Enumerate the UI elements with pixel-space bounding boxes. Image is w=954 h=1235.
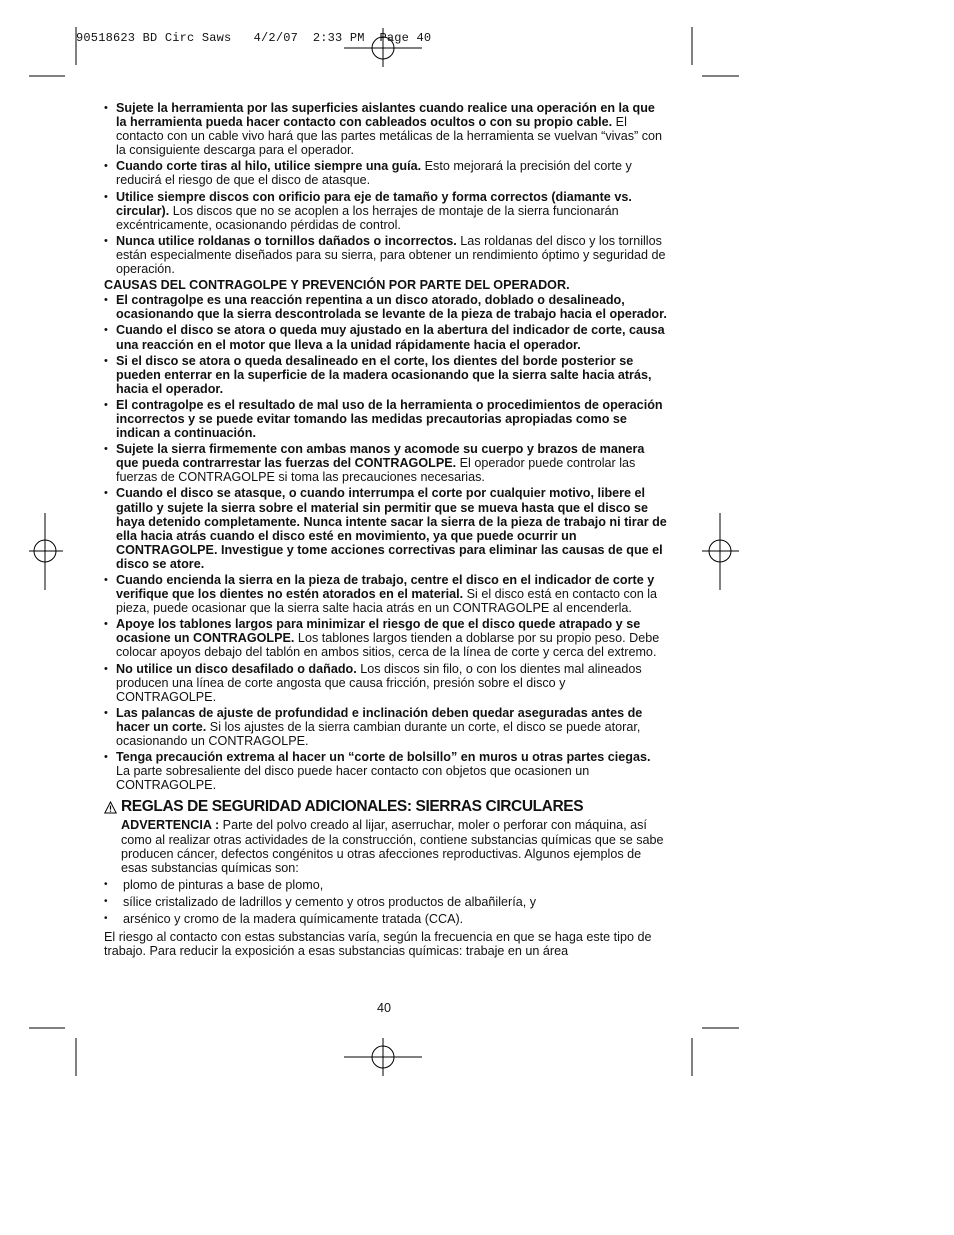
item-normal-text: Los discos sin filo, o con los dientes mal alineados producen una línea de corte angosta que causa fricción, presión sobre el disco y CONTRAGOLPE. — [116, 661, 642, 704]
item-normal-text: Las roldanas del disco y los tornillos están especialmente diseñados para su sierra, para obtener un rendimiento óptimo y seguridad de operación. — [116, 233, 666, 277]
warning-text: Parte del polvo creado al lijar, aserruchar, moler o perforar con máquina, así como al realizar otras actividades de la construcción, contiene substancias químicas que se sabe producen cáncer, defectos congénitos u otras afecciones reproductivas. Algunos ejemplos de esas substancias químicas son: — [121, 818, 664, 875]
safety-list-kickback — [104, 293, 667, 792]
item-bold-text: Las palancas de ajuste de profundidad e inclinación deben quedar aseguradas antes de hacer un corte. — [116, 705, 643, 734]
registration-mark-left — [29, 513, 63, 590]
list-item — [104, 573, 667, 615]
item-normal-text: Los tablones largos tienden a doblarse por su propio peso. Debe colocar apoyos debajo del tablón en ambos sitios, cerca de la línea de corte y cerca del extremo. — [116, 631, 660, 660]
list-item — [104, 354, 667, 396]
page-number: 40 — [376, 1001, 391, 1015]
item-bold-text: Tenga precaución extrema al hacer un “corte de bolsillo” en muros u otras partes ciegas. — [116, 750, 651, 765]
chemical-item: • plomo de pinturas a base de plomo, — [104, 878, 667, 892]
item-bold-text: Utilice siempre discos con orificio para eje de tamaño y forma correctos (diamante vs. circular). — [116, 189, 632, 218]
item-bold-text: Cuando el disco se atasque, o cuando interrumpa el corte por cualquier motivo, libere el gatillo y sujete la sierra sobre el material sin permitir que se mueva hasta que el disco se haya detenido completamente. Nunca intente sacar la sierra de la pieza de trabajo ni tirar de ella hacia atrás cuando el disco esté en movimiento, ya que puede ocurrir un CONTRAGOLPE. Investigue y tome acciones correctivas para eliminar las causas de que el disco se atore. — [116, 486, 667, 571]
item-bold-text: Si el disco se atora o queda desalineado en el corte, los dientes del borde posterior se pueden enterrar en la superficie de la madera ocasionando que la sierra salte hacia atrás, hacia el operador. — [116, 353, 652, 396]
item-normal-text: Si los ajustes de la sierra cambian durante un corte, el disco se puede atorar, ocasionando un CONTRAGOLPE. — [116, 719, 641, 749]
item-bold-text: Cuando encienda la sierra en la pieza de trabajo, centre el disco en el indicador de corte y verifique que los dientes no estén atorados en el material. — [116, 573, 655, 602]
list-item — [104, 662, 667, 704]
kickback-subheading: CAUSAS DEL CONTRAGOLPE Y PREVENCIÓN POR PARTE DEL OPERADOR. — [104, 278, 570, 293]
chemical-item: • arsénico y cromo de la madera químicamente tratada (CCA). — [104, 912, 667, 926]
list-item — [104, 617, 667, 659]
warning-paragraph — [104, 818, 667, 874]
list-item — [104, 190, 667, 232]
item-bold-text: No utilice un disco desafilado o dañado. — [116, 661, 357, 676]
item-bold-text: Cuando corte tiras al hilo, utilice siempre una guía. — [116, 159, 422, 174]
page-content — [104, 101, 667, 958]
closing-paragraph: El riesgo al contacto con estas substancias varía, según la frecuencia en que se haga este tipo de trabajo. Para reducir la exposición a esas substancias químicas: trabaje en un área — [104, 930, 652, 959]
registration-mark-bottom — [344, 1038, 422, 1076]
item-normal-text: El contacto con un cable vivo hará que las partes metálicas de la herramienta se vuelvan “vivas” con la consiguiente descarga para el operador. — [116, 115, 663, 158]
item-bold-text: El contragolpe es una reacción repentina a un disco atorado, doblado o desalineado, ocasionando que la sierra descontrolada se levante de la pieza de trabajo hacia el operador. — [116, 293, 667, 322]
item-bold-text: Cuando el disco se atora o queda muy ajustado en la abertura del indicador de corte, causa una reacción en el motor que lleva a la unidad rápidamente hacia el operador. — [116, 323, 665, 352]
registration-mark-top — [344, 28, 422, 67]
list-item — [104, 442, 667, 484]
item-normal-text: El operador puede controlar las fuerzas de CONTRAGOLPE si toma las precauciones necesarias. — [116, 456, 636, 485]
chemical-item: • sílice cristalizado de ladrillos y cemento y otros productos de albañilería, y — [104, 895, 667, 909]
item-bold-text: Nunca utilice roldanas o tornillos dañados o incorrectos. — [116, 233, 457, 248]
list-item — [104, 159, 667, 187]
item-normal-text: Si el disco está en contacto con la pieza, puede ocasionar que la sierra salte hacia atrás en un CONTRAGOLPE al encenderla. — [116, 587, 658, 616]
list-item — [104, 101, 667, 157]
safety-list-general — [104, 101, 667, 276]
item-normal-text: Esto mejorará la precisión del corte y reducirá el riesgo de que el disco de atasque. — [116, 159, 632, 188]
item-bold-text: Sujete la sierra firmemente con ambas manos y acomode su cuerpo y brazos de manera que pueda contrarrestar las fuerzas del CONTRAGOLPE. — [116, 442, 645, 471]
list-item — [104, 486, 667, 571]
item-normal-text: Los discos que no se acoplen a los herrajes de montaje de la sierra funcionarán excéntricamente, ocasionando pérdidas de control. — [116, 203, 619, 232]
item-bold-text: Apoye los tablones largos para minimizar el riesgo de que el disco quede atrapado y se ocasione un CONTRAGOLPE. — [116, 617, 641, 646]
list-item — [104, 323, 667, 351]
item-normal-text: La parte sobresaliente del disco puede hacer contacto con objetos que ocasionen un CONTRAGOLPE. — [116, 764, 590, 793]
list-item — [104, 234, 667, 276]
list-item — [104, 293, 667, 321]
list-item — [104, 398, 667, 440]
chemical-list — [104, 878, 667, 926]
warning-triangle-icon — [104, 801, 117, 814]
list-item — [104, 750, 667, 792]
item-bold-text: Sujete la herramienta por las superficies aislantes cuando realice una operación en la que la herramienta pueda hacer contacto con cableados ocultos o con su propio cable. — [116, 101, 655, 130]
list-item — [104, 706, 667, 748]
item-bold-text: El contragolpe es el resultado de mal uso de la herramienta o procedimientos de operación incorrectos y se puede evitar tomando las medidas precautorias apropiadas como se indican a continuación. — [116, 397, 663, 441]
registration-mark-right — [702, 513, 739, 590]
warning-label: ADVERTENCIA : — [121, 818, 220, 833]
section-title: REGLAS DE SEGURIDAD ADICIONALES: SIERRAS CIRCULARES — [121, 798, 584, 816]
print-slug: 90518623 BD Circ Saws 4/2/07 2:33 PM Page 40 — [76, 31, 432, 45]
section-heading — [104, 798, 667, 816]
